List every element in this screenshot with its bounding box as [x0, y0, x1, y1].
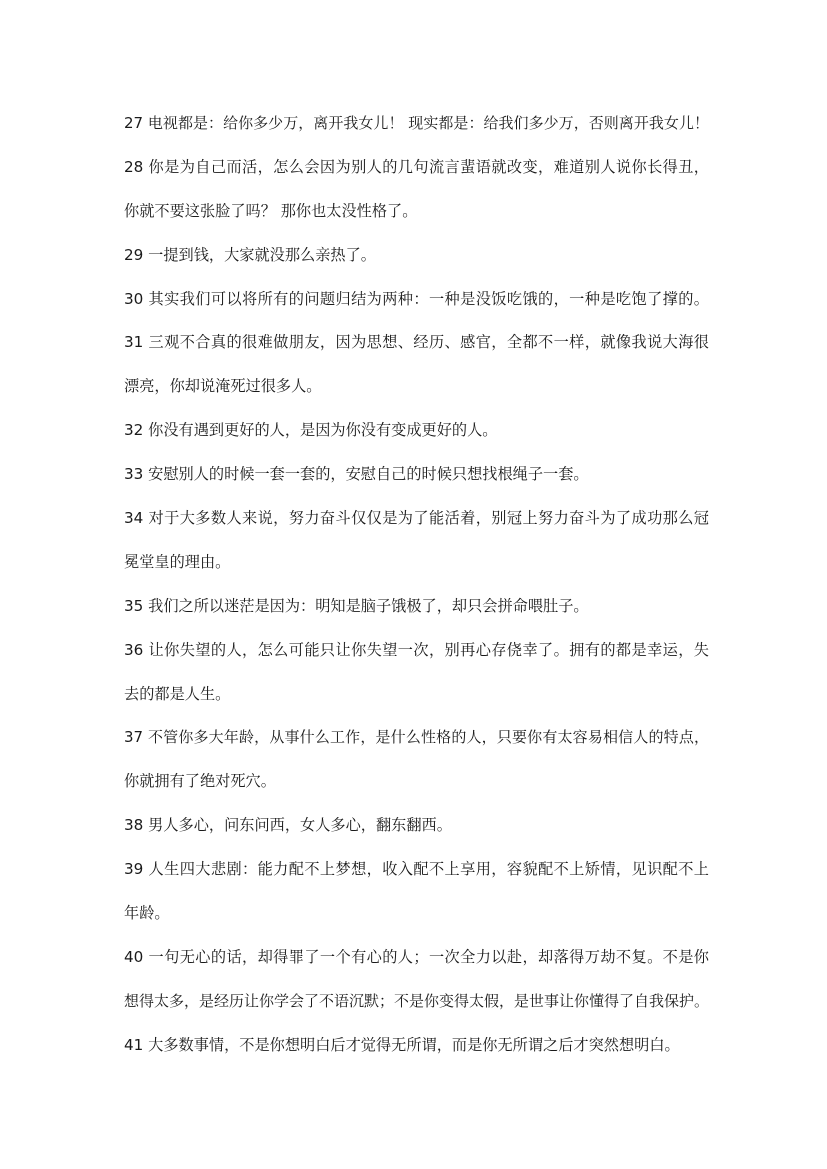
text-line-37b: 你就拥有了绝对死穴。 [124, 772, 276, 791]
text-line-31b: 漂亮，你却说淹死过很多人。 [124, 377, 322, 396]
text-line-31a: 31 三观不合真的很难做朋友，因为思想、经历、感官，全都不一样，就像我说大海很 [124, 333, 709, 352]
text-line-35: 35 我们之所以迷茫是因为：明知是脑子饿极了，却只会拼命喂肚子。 [124, 596, 589, 615]
text-line-36b: 去的都是人生。 [124, 684, 231, 703]
text-line-40a: 40 一句无心的话，却得罪了一个有心的人；一次全力以赴，却落得万劫不复。不是你 [124, 947, 709, 966]
text-line-28b: 你就不要这张脸了吗？ 那你也太没性格了。 [124, 201, 418, 220]
text-line-32: 32 你没有遇到更好的人，是因为你没有变成更好的人。 [124, 421, 498, 440]
text-line-38: 38 男人多心，问东问西，女人多心，翻东翻西。 [124, 816, 452, 835]
text-line-34b: 冕堂皇的理由。 [124, 552, 231, 571]
text-line-28a: 28 你是为自己而活，怎么会因为别人的几句流言蜚语就改变，难道别人说你长得丑， [124, 157, 709, 176]
text-line-40b: 想得太多，是经历让你学会了不语沉默；不是你变得太假，是世事让你懂得了自我保护。 [124, 991, 709, 1010]
text-line-36a: 36 让你失望的人，怎么可能只让你失望一次，别再心存侥幸了。拥有的都是幸运，失 [124, 640, 709, 659]
text-line-37a: 37 不管你多大年龄，从事什么工作，是什么性格的人，只要你有太容易相信人的特点， [124, 728, 709, 747]
text-line-34a: 34 对于大多数人来说，努力奋斗仅仅是为了能活着，别冠上努力奋斗为了成功那么冠 [124, 509, 709, 528]
document-body [124, 108, 709, 1074]
text-line-39b: 年龄。 [124, 904, 170, 923]
text-line-29: 29 一提到钱，大家就没那么亲热了。 [124, 245, 376, 264]
text-line-41: 41 大多数事情，不是你想明白后才觉得无所谓，而是你无所谓之后才突然想明白。 [124, 1035, 680, 1054]
text-line-39a: 39 人生四大悲剧：能力配不上梦想，收入配不上享用，容貌配不上矫情，见识配不上 [124, 860, 709, 879]
text-line-27: 27 电视都是：给你多少万，离开我女儿！ 现实都是：给我们多少万，否则离开我女儿！ [124, 114, 709, 132]
text-line-30: 30 其实我们可以将所有的问题归结为两种：一种是没饭吃饿的，一种是吃饱了撑的。 [124, 289, 709, 308]
text-line-33: 33 安慰别人的时候一套一套的，安慰自己的时候只想找根绳子一套。 [124, 465, 589, 484]
